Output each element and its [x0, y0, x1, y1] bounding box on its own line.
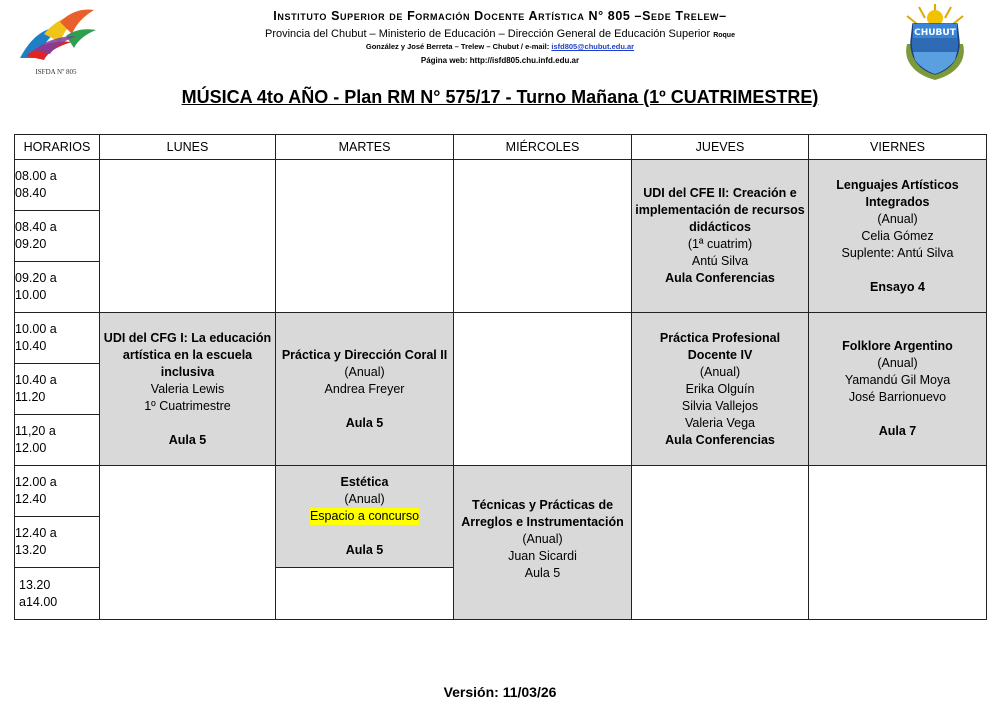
schedule-header-row: [15, 135, 987, 160]
institute-logo-icon: [14, 6, 104, 70]
institute-name: Instituto Superior de Formación Docente Artística N° 805 –Sede Trelew–: [273, 9, 727, 23]
friday-block-3: [809, 466, 987, 620]
tuesday-block-1: [276, 160, 454, 313]
column-header-wednesday: MIÉRCOLES: [454, 135, 632, 160]
website-line: [150, 56, 850, 65]
wednesday-block-1: [454, 160, 632, 313]
column-header-monday: LUNES: [100, 135, 276, 160]
column-header-hours: HORARIOS: [15, 135, 100, 160]
wednesday-block-2: [454, 313, 632, 466]
monday-block-3: [100, 466, 276, 620]
hour-cell: 11,20 a 12.00: [15, 415, 100, 466]
column-header-tuesday: MARTES: [276, 135, 454, 160]
class-lenguajes-artisticos: Lenguajes Artísticos Integrados (Anual) Celia Gómez Suplente: Antú Silva Ensayo 4: [809, 160, 987, 313]
email-link[interactable]: isfd805@chubut.edu.ar: [551, 42, 635, 51]
version-label: Versión: 11/03/26: [443, 684, 557, 700]
hour-cell: 10.40 a 11.20: [15, 364, 100, 415]
hour-cell: 09.20 a 10.00: [15, 262, 100, 313]
hour-cell: 08.00 a 08.40: [15, 160, 100, 211]
institute-address: González y José Berreta – Trelew – Chubut / e-mail:: [365, 42, 552, 51]
column-header-thursday: JUEVES: [632, 135, 809, 160]
hour-cell: 12.00 a 12.40: [15, 466, 100, 517]
class-estetica: Estética (Anual) Espacio a concurso Aula 5: [276, 466, 454, 568]
class-udi-cfg-i: UDI del CFG I: La educación artística en la escuela inclusiva Valeria Lewis 1º Cuatrimestre Aula 5: [100, 313, 276, 466]
institute-line-1-tail: Roque: [713, 32, 735, 39]
institute-line-1: [150, 28, 850, 40]
hour-cell: 10.00 a 10.40: [15, 313, 100, 364]
document-header: [0, 0, 1000, 120]
hour-cell: 08.40 a 09.20: [15, 211, 100, 262]
website-url[interactable]: http://isfd805.chu.infd.edu.ar: [469, 56, 580, 65]
class-folklore-argentino: Folklore Argentino (Anual) Yamandú Gil Moya José Barrionuevo Aula 7: [809, 313, 987, 466]
svg-text:CHUBUT: CHUBUT: [914, 28, 956, 38]
institute-logo: [14, 6, 110, 80]
table-row: [15, 160, 987, 211]
table-row: [15, 466, 987, 517]
chubut-seal-icon: [899, 2, 971, 84]
logo-caption: ISFDA Nº 805: [35, 68, 77, 76]
class-udi-cfe-ii: UDI del CFE II: Creación e implementación de recursos didácticos (1ª cuatrim) Antú Silva Aula Conferencias: [632, 160, 809, 313]
website-label: Página web:: [420, 56, 468, 65]
class-practica-direccion-coral: Práctica y Dirección Coral II (Anual) Andrea Freyer Aula 5: [276, 313, 454, 466]
tuesday-empty-cell: [276, 568, 454, 620]
column-header-friday: VIERNES: [809, 135, 987, 160]
hour-cell: 12.40 a 13.20: [15, 517, 100, 568]
chubut-seal: [899, 2, 971, 84]
institute-line-1-text: Provincia del Chubut – Ministerio de Educación – Dirección General de Educación Superior: [265, 28, 711, 40]
class-practica-profesional: Práctica Profesional Docente IV (Anual) Erika Olguín Silvia Vallejos Valeria Vega Aula Conferencias: [632, 313, 809, 466]
schedule-title: MÚSICA 4to AÑO - Plan RM N° 575/17 - Turno Mañana (1º CUATRIMESTRE): [181, 87, 819, 107]
table-row: [15, 313, 987, 364]
schedule-table: [14, 134, 987, 620]
hour-cell: 13.20 a14.00: [15, 568, 100, 620]
monday-block-1: [100, 160, 276, 313]
institute-line-2: [150, 42, 850, 51]
vacancy-highlight: Espacio a concurso: [309, 509, 420, 523]
thursday-block-3: [632, 466, 809, 620]
class-tecnicas-arreglos: Técnicas y Prácticas de Arreglos e Instrumentación (Anual) Juan Sicardi Aula 5: [454, 466, 632, 620]
